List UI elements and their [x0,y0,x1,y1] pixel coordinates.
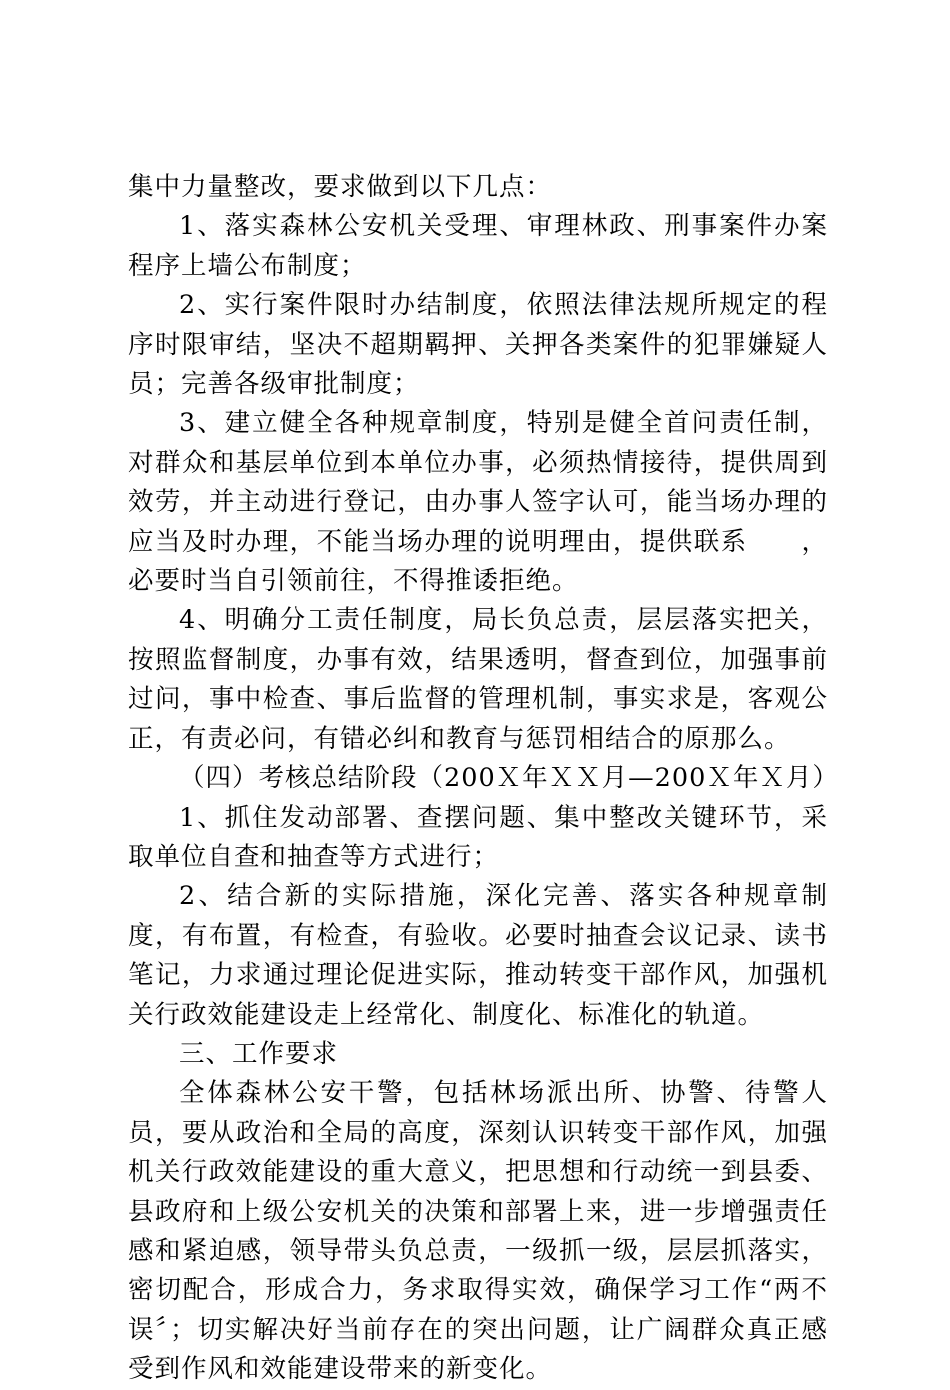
section-heading-work-requirements: 三、工作要求 [179,1038,339,1069]
paragraph-phase4-item-1: 1、抓住发动部署、查摆问题、集中整改关键环节，采取单位自查和抽查等方式进行； [128,802,828,872]
paragraph-item-4: 4、明确分工责任制度，局长负总责，层层落实把关，按照监督制度，办事有效，结果透明，督查到位，加强事前过问，事中检查、事后监督的管理机制，事实求是，客观公正，有责必问，有错必纠和教育与惩罚相结合的原那么。 [128,605,828,754]
paragraph-work-requirements: 全体森林公安干警，包括林场派出所、协警、待警人员，要从政治和全局的高度，深刻认识转变干部作风，加强机关行政效能建设的重大意义，把思想和行动统一到县委、县政府和上级公安机关的决策和部署上来，进一步增强责任感和紧迫感，领导带头负总责，一级抓一级，层层抓落实，密切配合，形成合力，务求取得实效，确保学习工作“两不误〞；切实解决好当前存在的突出问题，让广阔群众真正感受到作风和效能建设带来的新变化。 [128,1078,828,1385]
paragraph-item-2: 2、实行案件限时办结制度，依照法律法规所规定的程序时限审结，坚决不超期羁押、关押各类案件的犯罪嫌疑人员；完善各级审批制度； [128,290,828,400]
paragraph-item-1: 1、落实森林公安机关受理、审理林政、刑事案件办案程序上墙公布制度； [128,211,828,281]
document-body [128,168,839,1390]
paragraph-item-3: 3、建立健全各种规章制度，特别是健全首问责任制，对群众和基层单位到本单位办事，必须热情接待，提供周到效劳，并主动进行登记，由办事人签字认可，能当场办理的应当及时办理，不能当场办理的说明理由，提供联系 ，必要时当自引领前往，不得推诿拒绝。 [128,408,828,597]
paragraph-intro: 集中力量整改，要求做到以下几点： [128,172,553,202]
paragraph-phase4-item-2: 2、结合新的实际措施，深化完善、落实各种规章制度，有布置，有检查，有验收。必要时抽查会议记录、读书笔记，力求通过理论促进实际，推动转变干部作风，加强机关行政效能建设走上经常化、制度化、标准化的轨道。 [128,881,828,1030]
section-heading-phase-4: （四）考核总结阶段（200Ｘ年ＸＸ月—200Ｘ年Ｘ月） [179,763,839,794]
